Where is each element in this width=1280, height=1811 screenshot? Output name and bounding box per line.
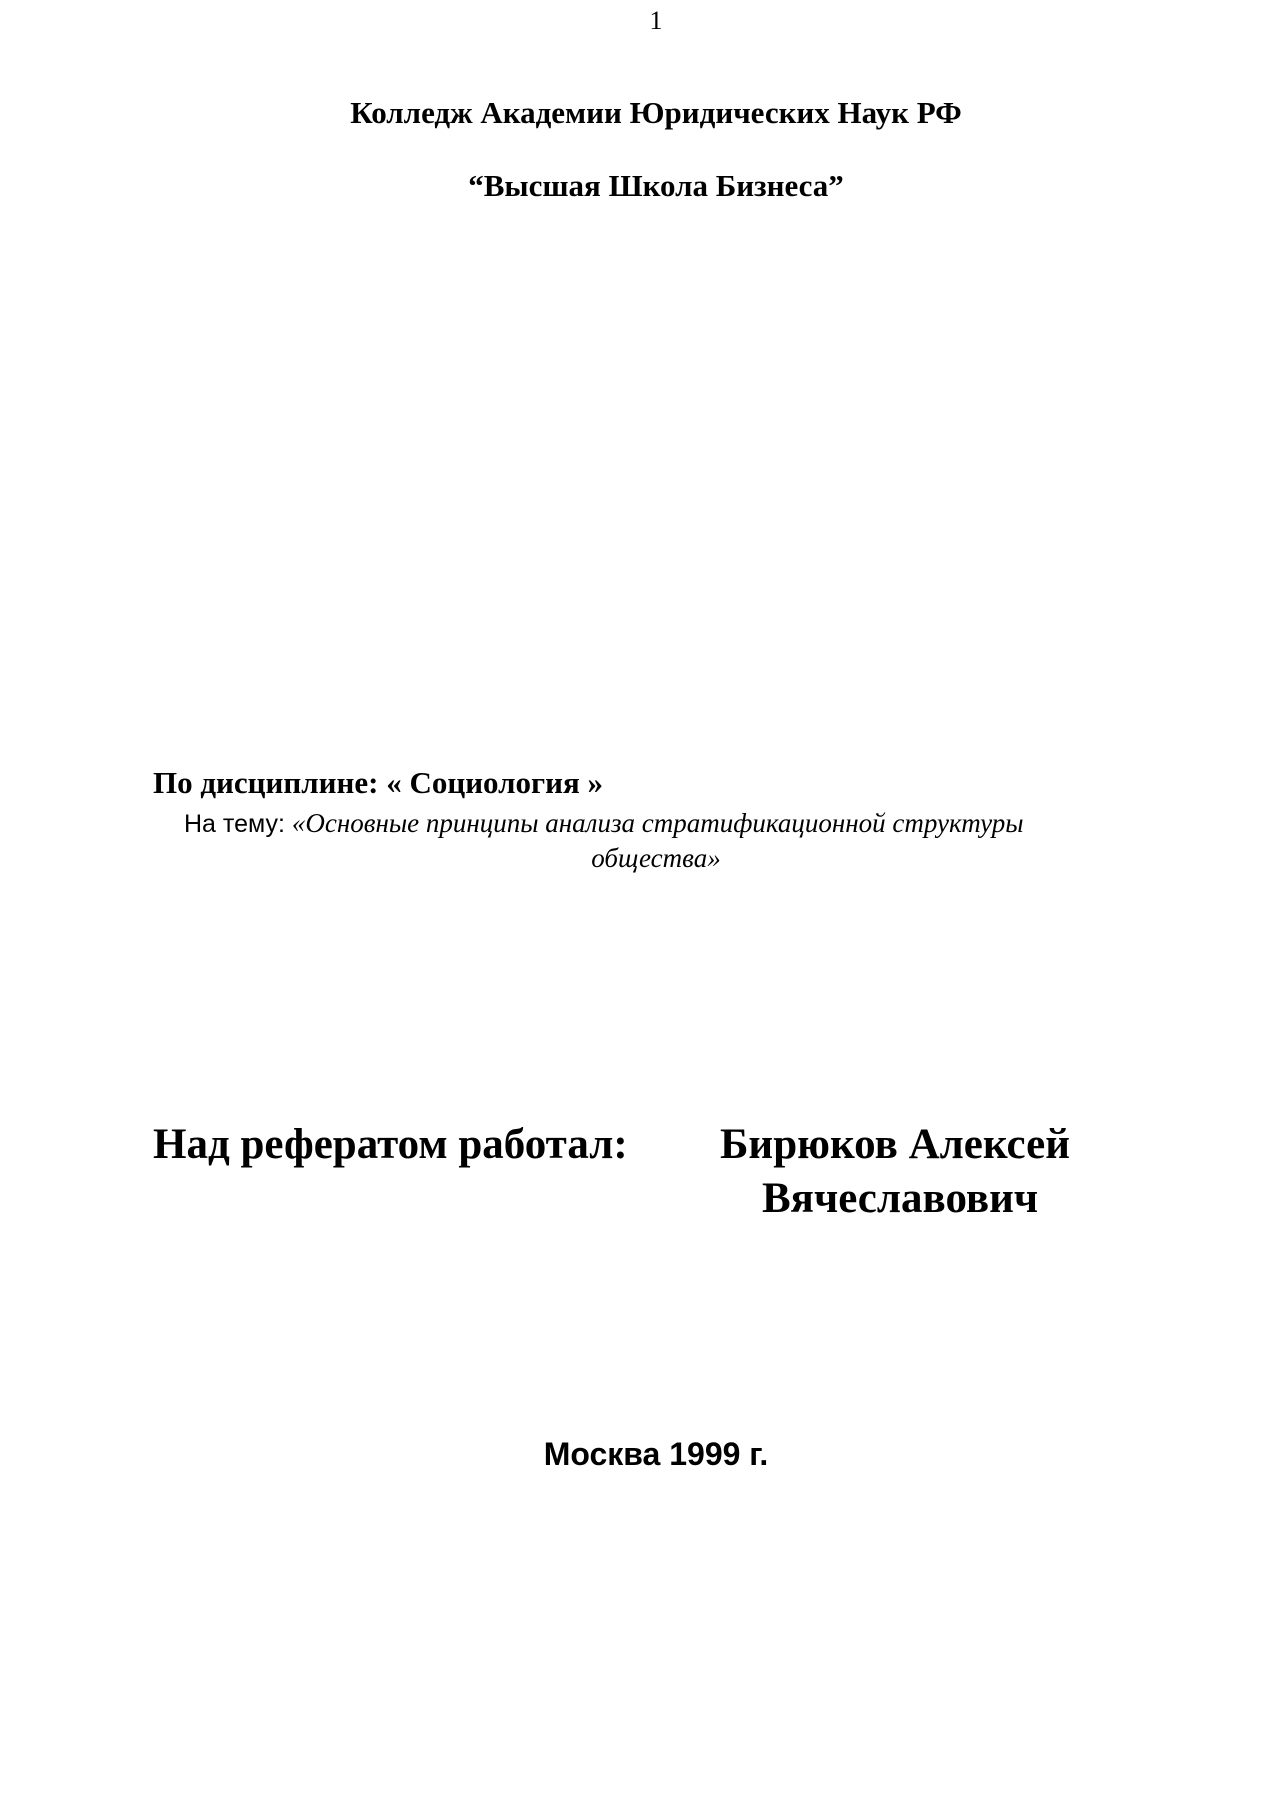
author-name-line2: Вячеславович <box>762 1175 1039 1222</box>
page-number: 1 <box>649 6 663 35</box>
author-name-line1: Бирюков Алексей <box>720 1121 1071 1168</box>
college-title: Колледж Академии Юридических Наук РФ <box>350 95 962 130</box>
topic-line <box>184 808 1024 839</box>
topic-prefix: На тему: <box>184 810 292 838</box>
school-title: “Высшая Школа Бизнеса” <box>468 168 844 203</box>
city-year: Москва 1999 г. <box>543 1436 769 1472</box>
topic-title-line2: общества» <box>591 843 721 873</box>
discipline-line: По дисциплине: « Социология » <box>153 765 603 800</box>
author-label: Над рефератом работал: <box>153 1121 628 1168</box>
topic-title-line1: «Основные принципы анализа стратификационной структуры <box>291 808 1024 838</box>
